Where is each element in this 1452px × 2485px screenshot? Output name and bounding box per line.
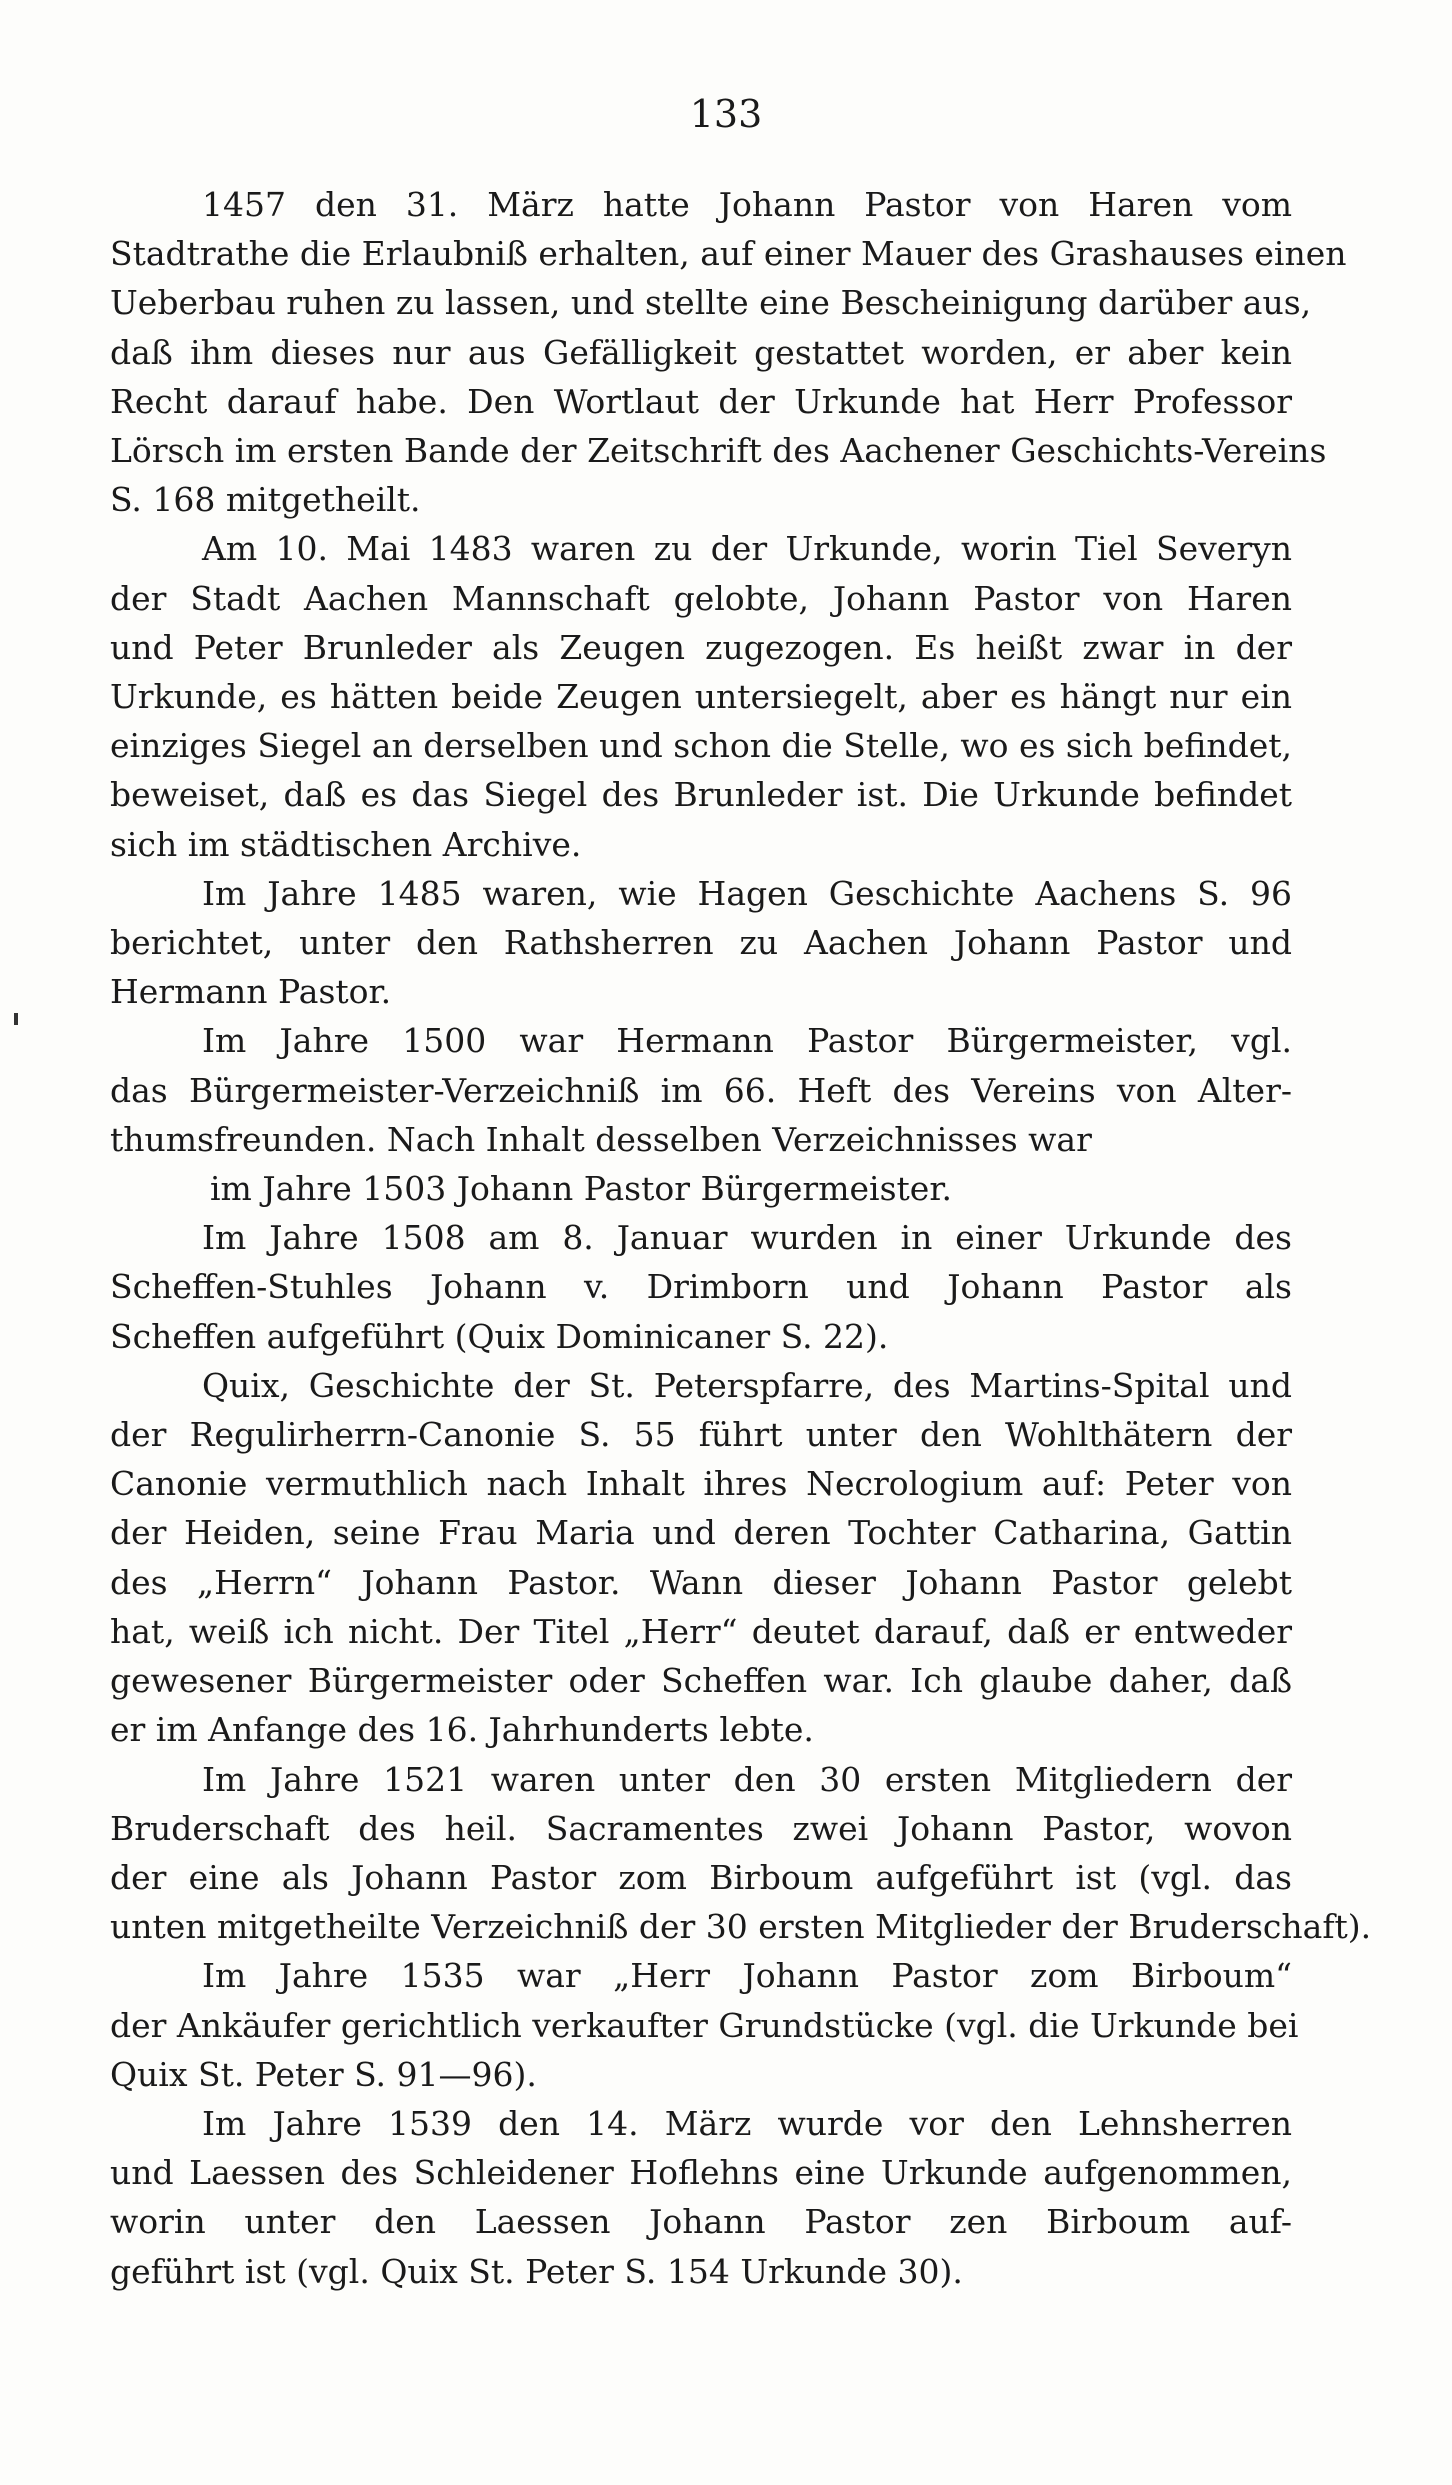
text-line: des „Herrn“ Johann Pastor. Wann dieser Johann Pastor gelebt: [110, 1562, 1292, 1602]
text-line: sich im städtischen Archive.: [110, 824, 582, 864]
text-line: Im Jahre 1539 den 14. März wurde vor den Lehnsherren: [202, 2103, 1292, 2143]
text-line: Hermann Pastor.: [110, 972, 392, 1012]
text-line: Ueberbau ruhen zu lassen, und stellte eine Bescheinigung darüber aus,: [110, 283, 1312, 323]
text-line: worin unter den Laessen Johann Pastor zen Birboum auf-: [110, 2202, 1292, 2242]
text-line: berichtet, unter den Rathsherren zu Aachen Johann Pastor und: [110, 923, 1292, 963]
text-line: der Regulirherrn-Canonie S. 55 führt unter den Wohlthätern der: [110, 1415, 1292, 1455]
page-number: 133: [689, 92, 763, 136]
text-line: thumsfreunden. Nach Inhalt desselben Verzeichnisses war: [110, 1119, 1092, 1159]
paragraph-2: [110, 524, 1292, 868]
paragraph-10: [110, 2099, 1292, 2296]
text-line: Scheffen-Stuhles Johann v. Drimborn und Johann Pastor als: [110, 1267, 1292, 1307]
text-line: Lörsch im ersten Bande der Zeitschrift des Aachener Geschichts-Vereins: [110, 431, 1327, 471]
text-line: 1457 den 31. März hatte Johann Pastor von Haren vom: [202, 185, 1292, 224]
paragraph-8: [110, 1755, 1372, 1952]
text-line: der eine als Johann Pastor zom Birboum aufgeführt ist (vgl. das: [110, 1857, 1292, 1897]
text-line: und Laessen des Schleidener Hoflehns eine Urkunde aufgenommen,: [110, 2153, 1292, 2193]
text-line: geführt ist (vgl. Quix St. Peter S. 154 Urkunde 30).: [110, 2251, 963, 2291]
text-line: beweiset, daß es das Siegel des Brunleder ist. Die Urkunde befindet: [110, 775, 1292, 815]
text-line: Stadtrathe die Erlaubniß erhalten, auf einer Mauer des Grashauses einen: [110, 234, 1347, 274]
paragraph-7: [110, 1361, 1292, 1755]
text-line: Urkunde, es hätten beide Zeugen untersiegelt, aber es hängt nur ein: [110, 677, 1292, 717]
text-line: Im Jahre 1485 waren, wie Hagen Geschichte Aachens S. 96: [202, 873, 1292, 913]
text-line: Im Jahre 1508 am 8. Januar wurden in einer Urkunde des: [202, 1218, 1292, 1258]
paragraph-6: [110, 1213, 1292, 1361]
text-line: der Heiden, seine Frau Maria und deren Tochter Catharina, Gattin: [110, 1513, 1292, 1553]
body-text: [110, 180, 1372, 2296]
text-line: das Bürgermeister-Verzeichniß im 66. Heft des Vereins von Alter-: [110, 1070, 1292, 1110]
text-line: im Jahre 1503 Johann Pastor Bürgermeister.: [210, 1169, 952, 1209]
text-line: Am 10. Mai 1483 waren zu der Urkunde, worin Tiel Severyn: [202, 529, 1292, 569]
text-line: Im Jahre 1535 war „Herr Johann Pastor zom Birboum“: [202, 1956, 1292, 1996]
text-line: gewesener Bürgermeister oder Scheffen war. Ich glaube daher, daß: [110, 1661, 1292, 1701]
text-line: er im Anfange des 16. Jahrhunderts lebte.: [110, 1710, 814, 1750]
text-line: hat, weiß ich nicht. Der Titel „Herr“ deutet darauf, daß er entweder: [110, 1611, 1292, 1651]
text-line: Quix, Geschichte der St. Peterspfarre, des Martins-Spital und: [202, 1365, 1292, 1405]
text-line: Canonie vermuthlich nach Inhalt ihres Necrologium auf: Peter von: [110, 1464, 1292, 1504]
text-line: einziges Siegel an derselben und schon die Stelle, wo es sich befindet,: [110, 726, 1292, 766]
paragraph-4: [110, 1016, 1292, 1164]
text-line: Quix St. Peter S. 91—96).: [110, 2054, 537, 2094]
text-line: und Peter Brunleder als Zeugen zugezogen. Es heißt zwar in der: [110, 627, 1292, 667]
text-line: der Stadt Aachen Mannschaft gelobte, Johann Pastor von Haren: [110, 578, 1292, 618]
text-line: Im Jahre 1521 waren unter den 30 ersten Mitgliedern der: [202, 1759, 1292, 1799]
text-line: unten mitgetheilte Verzeichniß der 30 ersten Mitglieder der Bruderschaft).: [110, 1907, 1372, 1947]
text-line: Recht darauf habe. Den Wortlaut der Urkunde hat Herr Professor: [110, 381, 1292, 421]
text-line: Scheffen aufgeführt (Quix Dominicaner S. 22).: [110, 1316, 889, 1356]
text-line: Bruderschaft des heil. Sacramentes zwei Johann Pastor, wovon: [110, 1808, 1292, 1848]
text-line: Im Jahre 1500 war Hermann Pastor Bürgermeister, vgl.: [202, 1021, 1292, 1061]
paragraph-9: [110, 1951, 1299, 2099]
paragraph-5: [110, 1164, 1292, 1213]
text-line: daß ihm dieses nur aus Gefälligkeit gestattet worden, er aber kein: [110, 332, 1292, 372]
text-line: S. 168 mitgetheilt.: [110, 480, 421, 520]
paragraph-3: [110, 869, 1292, 1017]
paragraph-1: [110, 180, 1347, 524]
text-line: der Ankäufer gerichtlich verkaufter Grundstücke (vgl. die Urkunde bei: [110, 2005, 1299, 2045]
margin-mark: [14, 1013, 18, 1025]
